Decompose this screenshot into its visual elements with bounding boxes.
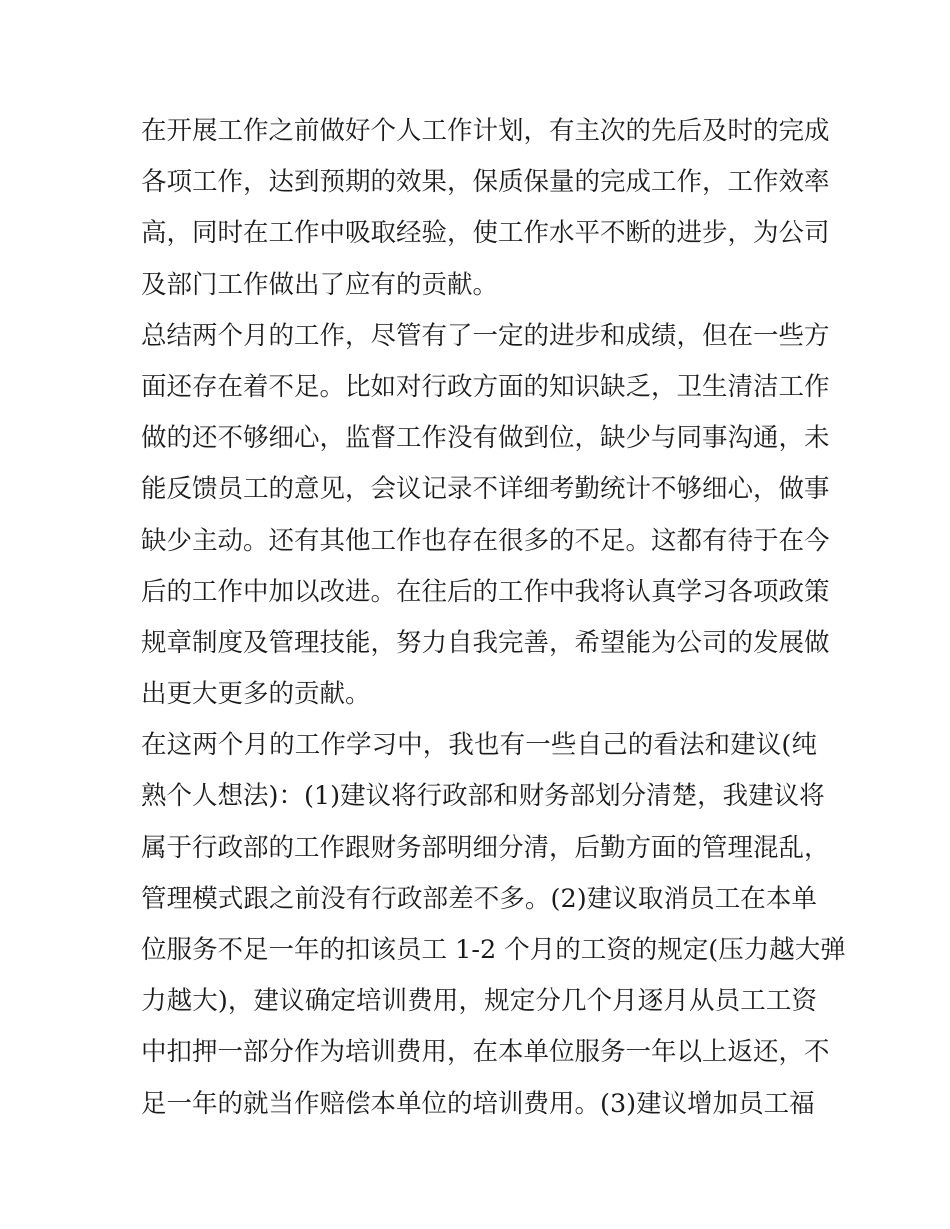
text-line: 位服务不足一年的扣该员工 1-2 个月的工资的规定(压力越大弹	[141, 935, 846, 965]
text-line: 在开展工作之前做好个人工作计划，有主次的先后及时的完成	[141, 116, 830, 146]
text-line: 中扣押一部分作为培训费用，在本单位服务一年以上返还，不	[141, 1037, 830, 1068]
text-line: 出更大更多的贡献。	[141, 679, 371, 710]
document-body	[141, 106, 846, 1130]
paragraph-work-plan	[141, 106, 830, 311]
paragraph-shortcomings	[141, 311, 830, 721]
text-line: 及部门工作做出了应有的贡献。	[141, 269, 499, 300]
text-line: 属于行政部的工作跟财务部明细分清，后勤方面的管理混乱，	[141, 832, 830, 863]
text-line: 能反馈员工的意见，会议记录不详细考勤统计不够细心，做事	[141, 474, 830, 505]
text-line: 做的还不够细心，监督工作没有做到位，缺少与同事沟通，未	[141, 423, 830, 454]
text-line: 缺少主动。还有其他工作也存在很多的不足。这都有待于在今	[141, 525, 830, 556]
text-line: 面还存在着不足。比如对行政方面的知识缺乏，卫生清洁工作	[141, 371, 830, 402]
text-line: 后的工作中加以改进。在往后的工作中我将认真学习各项政策	[141, 576, 830, 607]
text-line: 各项工作，达到预期的效果，保质保量的完成工作，工作效率	[141, 167, 830, 198]
paragraph-suggestions	[141, 720, 846, 1130]
text-line: 管理模式跟之前没有行政部差不多。(2)建议取消员工在本单	[141, 883, 817, 914]
text-line: 足一年的就当作赔偿本单位的培训费用。(3)建议增加员工福	[141, 1088, 815, 1119]
text-line: 在这两个月的工作学习中，我也有一些自己的看法和建议(纯	[141, 730, 817, 761]
text-line: 力越大)，建议确定培训费用，规定分几个月逐月从员工工资	[141, 986, 817, 1017]
text-line: 高，同时在工作中吸取经验，使工作水平不断的进步，为公司	[141, 218, 830, 249]
text-line: 规章制度及管理技能，努力自我完善，希望能为公司的发展做	[141, 627, 830, 658]
text-line: 总结两个月的工作，尽管有了一定的进步和成绩，但在一些方	[141, 320, 830, 351]
text-line: 熟个人想法)：(1)建议将行政部和财务部划分清楚，我建议将	[141, 781, 825, 812]
